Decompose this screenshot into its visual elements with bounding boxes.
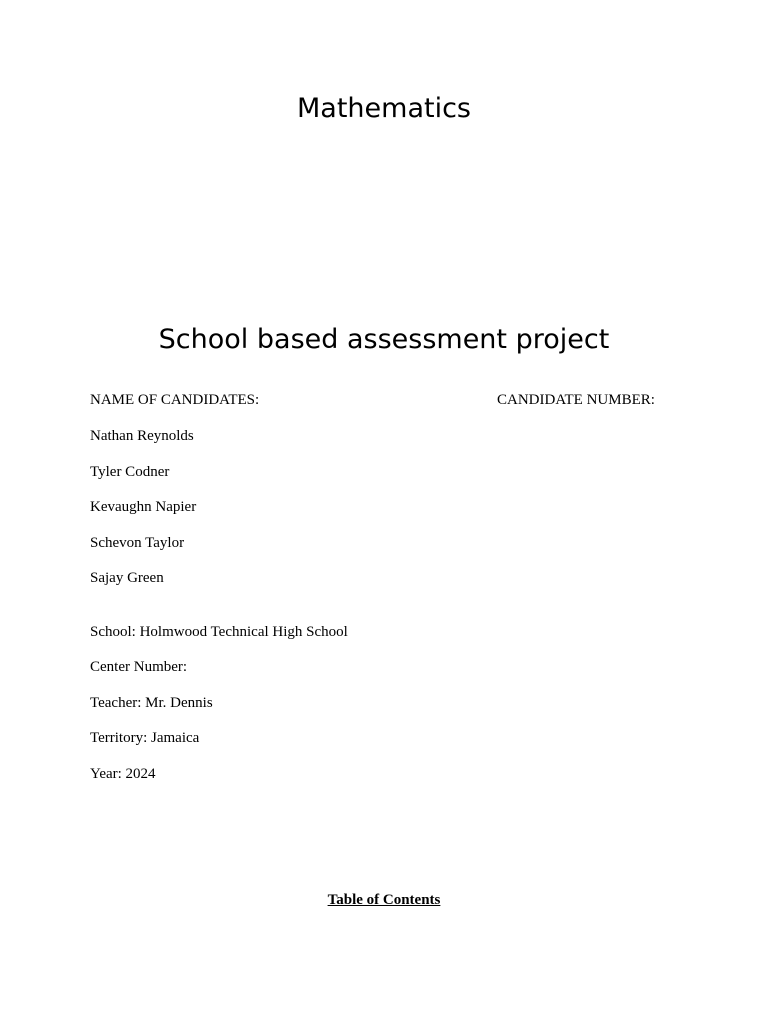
candidate-name: Sajay Green [90, 570, 164, 586]
candidate-name: Schevon Taylor [90, 535, 185, 551]
territory-line: Territory: Jamaica [90, 730, 200, 746]
year-line: Year: 2024 [90, 766, 156, 782]
candidate-name: Kevaughn Napier [90, 499, 197, 515]
center-number-line: Center Number: [90, 659, 188, 675]
candidate-number-heading: CANDIDATE NUMBER: [497, 392, 655, 408]
teacher-line: Teacher: Mr. Dennis [90, 695, 213, 711]
toc-heading: Table of Contents [327, 892, 441, 908]
subject-title: Mathematics [297, 93, 471, 124]
candidate-name: Nathan Reynolds [90, 428, 194, 444]
candidate-name: Tyler Codner [90, 464, 170, 480]
school-line: School: Holmwood Technical High School [90, 624, 348, 640]
project-title: School based assessment project [158, 324, 610, 355]
candidates-heading: NAME OF CANDIDATES: [90, 392, 260, 408]
toc-heading-container [0, 890, 768, 910]
